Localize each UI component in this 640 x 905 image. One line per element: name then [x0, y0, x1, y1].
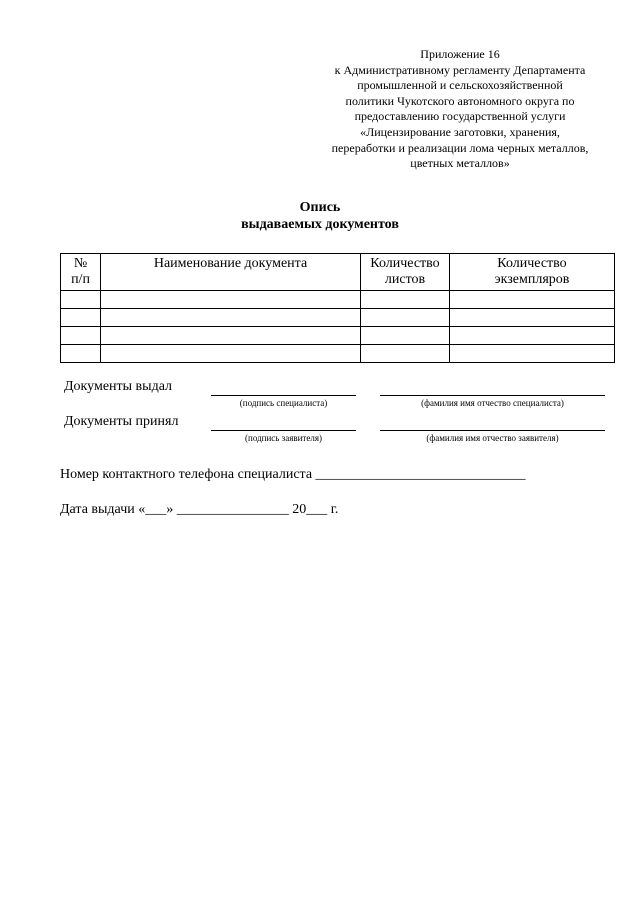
documents-table	[60, 253, 615, 363]
table-cell[interactable]	[361, 345, 450, 363]
issued-name-line[interactable]	[380, 382, 605, 396]
appendix-line: предоставлению государственной услуги	[354, 109, 566, 124]
document-title	[0, 199, 640, 233]
appendix-line: промышленной и сельскохозяйственной	[357, 78, 563, 93]
appendix-line: Приложение 16	[420, 47, 500, 61]
issued-signature-caption: (подпись специалиста)	[239, 398, 328, 408]
phone-line: Номер контактного телефона специалиста ______________________________	[60, 467, 526, 482]
table-row	[61, 345, 615, 363]
table-cell[interactable]	[361, 291, 450, 309]
issued-name-caption: (фамилия имя отчество специалиста)	[421, 398, 564, 408]
table-cell[interactable]	[450, 291, 615, 309]
table-cell[interactable]	[361, 309, 450, 327]
table-cell[interactable]	[61, 291, 101, 309]
table-cell[interactable]	[450, 309, 615, 327]
table-cell[interactable]	[61, 327, 101, 345]
table-row	[61, 291, 615, 309]
received-signature-line[interactable]	[211, 417, 356, 431]
received-name-line[interactable]	[380, 417, 605, 431]
table-cell[interactable]	[450, 327, 615, 345]
received-label: Документы принял	[64, 414, 179, 429]
received-name-caption: (фамилия имя отчество заявителя)	[426, 433, 559, 443]
header-sheet-count: Количество листов	[361, 254, 450, 291]
issued-signature-line[interactable]	[211, 382, 356, 396]
appendix-line: переработки и реализации лома черных металлов,	[331, 140, 589, 155]
table-cell[interactable]	[101, 291, 361, 309]
header-copy-count: Количество экземпляров	[450, 254, 615, 291]
appendix-header	[312, 47, 608, 172]
title-line-1: Опись	[299, 200, 341, 215]
table-cell[interactable]	[61, 309, 101, 327]
appendix-line: цветных металлов»	[410, 156, 510, 171]
table-cell[interactable]	[101, 309, 361, 327]
table-cell[interactable]	[450, 345, 615, 363]
table-header-row	[61, 254, 615, 291]
header-number: № п/п	[61, 254, 101, 291]
issue-date-line: Дата выдачи «___» ________________ 20___ г.	[60, 502, 339, 517]
table-cell[interactable]	[101, 327, 361, 345]
received-signature-caption: (подпись заявителя)	[245, 433, 322, 443]
issued-label: Документы выдал	[64, 379, 173, 394]
header-document-name: Наименование документа	[101, 254, 361, 291]
table-cell[interactable]	[361, 327, 450, 345]
appendix-line: политики Чукотского автономного округа по	[345, 93, 575, 108]
title-line-2: выдаваемых документов	[241, 217, 399, 232]
table-row	[61, 309, 615, 327]
appendix-line: «Лицензирование заготовки, хранения,	[360, 124, 560, 139]
table-cell[interactable]	[101, 345, 361, 363]
table-cell[interactable]	[61, 345, 101, 363]
table-row	[61, 327, 615, 345]
appendix-line: к Административному регламенту Департамента	[334, 62, 586, 77]
